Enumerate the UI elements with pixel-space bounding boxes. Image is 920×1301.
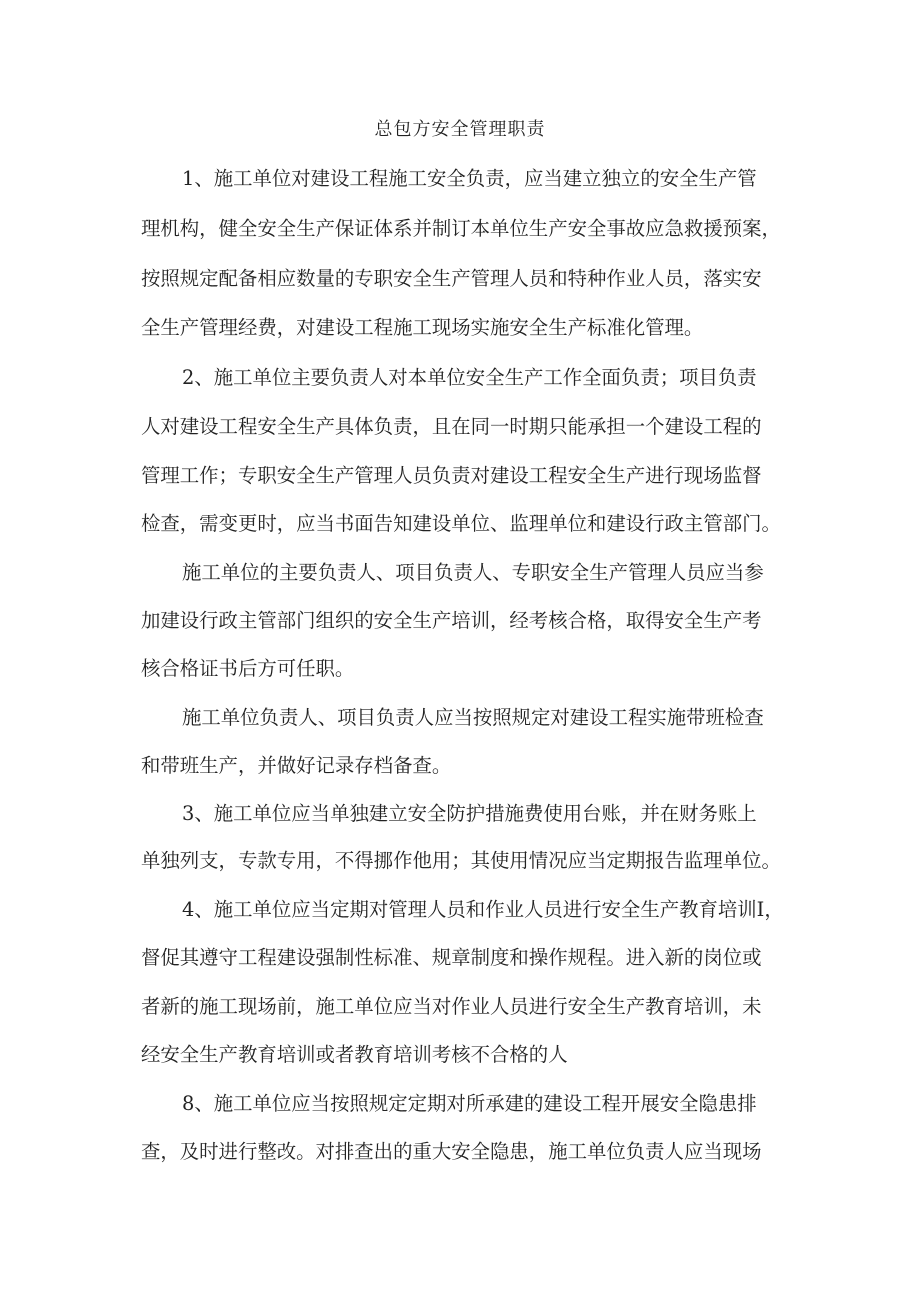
text-line: 检查，需变更时，应当书面告知建设单位、监理单位和建设行政主管部门。	[141, 512, 781, 535]
text-line: 者新的施工现场前，施工单位应当对作业人员进行安全生产教育培训，未	[141, 995, 762, 1018]
text-line: 人对建设工程安全生产具体负责，且在同一时期只能承担一个建设工程的	[141, 415, 762, 438]
text-line: 督促其遵守工程建设强制性标准、规章制度和操作规程。进入新的岗位或	[141, 946, 762, 969]
text-line: 8、施工单位应当按照规定定期对所承建的建设工程开展安全隐患排	[182, 1092, 757, 1115]
text-line: 全生产管理经费，对建设工程施工现场实施安全生产标准化管理。	[141, 316, 704, 339]
text-line: 3、施工单位应当单独建立安全防护措施费使用台账，并在财务账上	[182, 802, 757, 825]
text-line: 经安全生产教育培训或者教育培训考核不合格的人	[141, 1043, 568, 1066]
text-line: 4、施工单位应当定期对管理人员和作业人员进行安全生产教育培训I，	[182, 898, 784, 921]
text-line: 施工单位负责人、项目负责人应当按照规定对建设工程实施带班检查	[182, 706, 764, 729]
text-line: 单独列支，专款专用，不得挪作他用；其使用情况应当定期报告监理单位。	[141, 849, 781, 872]
text-line: 和带班生产，并做好记录存档备查。	[141, 754, 452, 777]
text-line: 按照规定配备相应数量的专职安全生产管理人员和特种作业人员，落实安	[141, 267, 762, 290]
text-line: 1、施工单位对建设工程施工安全负责，应当建立独立的安全生产管	[182, 167, 757, 190]
text-line: 2、施工单位主要负责人对本单位安全生产工作全面负责；项目负责	[182, 366, 757, 389]
text-line: 施工单位的主要负责人、项目负责人、专职安全生产管理人员应当参	[182, 561, 764, 584]
text-line: 管理工作；专职安全生产管理人员负责对建设工程安全生产进行现场监督	[141, 464, 762, 487]
document-title: 总包方安全管理职责	[374, 119, 546, 140]
text-line: 核合格证书后方可任职。	[141, 657, 355, 680]
text-line: 理机构，健全安全生产保证体系并制订本单位生产安全事故应急救援预案，	[141, 217, 781, 240]
text-line: 加建设行政主管部门组织的安全生产培训，经考核合格，取得安全生产考	[141, 609, 762, 632]
text-line: 查，及时进行整改。对排查出的重大安全隐患，施工单位负责人应当现场	[141, 1140, 762, 1163]
